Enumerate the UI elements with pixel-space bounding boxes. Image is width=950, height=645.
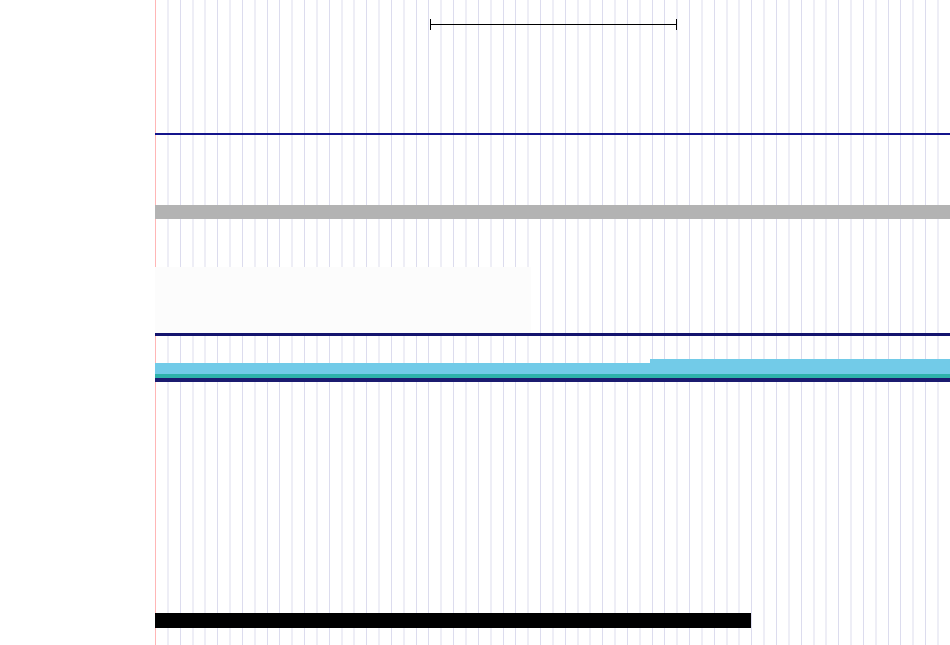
scale-bar-line (431, 24, 676, 25)
h3k27ac-navy-band (155, 378, 950, 382)
repeatmasker-element-bar[interactable] (155, 613, 751, 628)
gtex-baseline (155, 333, 950, 336)
h3k27ac-signal-left[interactable] (155, 363, 650, 378)
scale-bar (430, 19, 677, 30)
window-position-value (155, 2, 950, 16)
gtex-chart-background[interactable] (155, 267, 531, 333)
h3k27ac-signal-right[interactable] (650, 359, 950, 378)
refseq-gene-line[interactable] (155, 133, 950, 135)
omim-gene-bar[interactable] (155, 205, 950, 219)
